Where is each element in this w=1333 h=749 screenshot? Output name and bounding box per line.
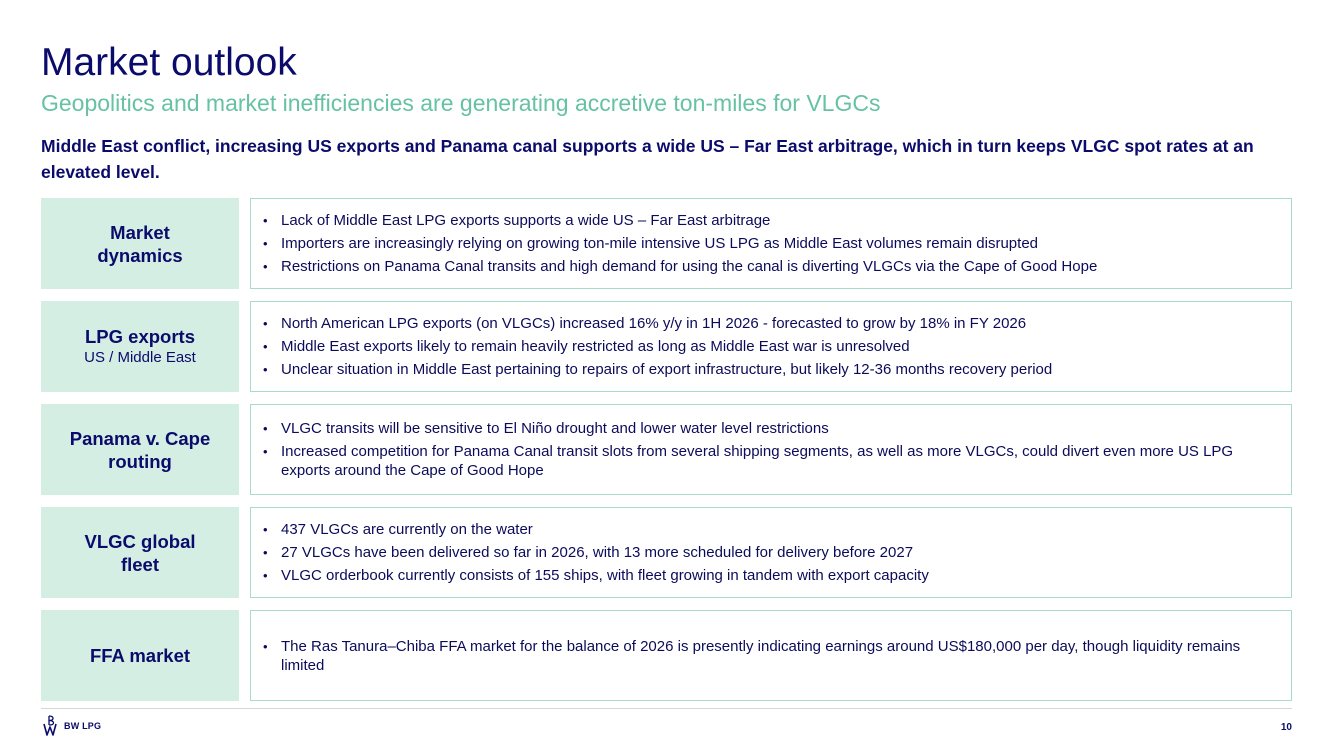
row-label-title: Market dynamics [97,221,183,266]
bullet-item: • Unclear situation in Middle East pertaining to repairs of export infrastructure, but likely 12-36 months recovery period [263,360,1275,379]
bullet-item: • Lack of Middle East LPG exports supports a wide US – Far East arbitrage [263,211,1275,230]
row-label [41,198,239,289]
row-label-title: FFA market [89,645,191,666]
outlook-row-ffa-market [41,610,1292,701]
outlook-row-lpg-exports [41,301,1292,392]
row-label [41,404,239,495]
bw-lpg-logo-icon [41,715,61,737]
bullet-item: • Increased competition for Panama Canal transit slots from several shipping segments, as well as more VLGCs, could divert even more US LPG exports around the Cape of Good Hope [263,442,1275,480]
page-title: Market outlook [41,41,297,84]
lead-statement: Middle East conflict, increasing US exports and Panama canal supports a wide US – Far East arbitrage, which in turn keeps VLGC spot rates at an elevated level. [41,136,1254,182]
bullet-item: • Middle East exports likely to remain heavily restricted as long as Middle East war is unresolved [263,337,1275,356]
logo-text: BW LPG [64,721,102,731]
bullet-item: • Restrictions on Panama Canal transits and high demand for using the canal is diverting VLGCs via the Cape of Good Hope [263,257,1275,276]
row-label-subtitle: US / Middle East [84,349,196,366]
outlook-row-vlgc-fleet [41,507,1292,598]
row-content [250,301,1292,392]
bullet-item: • North American LPG exports (on VLGCs) increased 16% y/y in 1H 2026 - forecasted to grow by 18% in FY 2026 [263,314,1275,333]
bullet-item: • Importers are increasingly relying on growing ton-mile intensive US LPG as Middle East volumes remain disrupted [263,234,1275,253]
bullet-list [263,310,1275,383]
footer-divider [41,708,1292,709]
bullet-list [263,516,1275,589]
page-subtitle: Geopolitics and market inefficiencies are generating accretive ton-miles for VLGCs [41,90,881,116]
row-label [41,301,239,392]
bullet-list [263,207,1275,280]
brand-logo [41,715,101,737]
outlook-row-panama-cape [41,404,1292,495]
bullet-item: • VLGC orderbook currently consists of 155 ships, with fleet growing in tandem with export capacity [263,566,1275,585]
bullet-list [263,415,1275,484]
row-label-title: Panama v. Cape routing [69,427,211,472]
row-label [41,507,239,598]
row-label [41,610,239,701]
row-content [250,610,1292,701]
row-label-title: VLGC global fleet [84,530,196,575]
row-content [250,404,1292,495]
bullet-item: • 27 VLGCs have been delivered so far in 2026, with 13 more scheduled for delivery before 2027 [263,543,1275,562]
row-content [250,198,1292,289]
outlook-row-market-dynamics [41,198,1292,289]
bullet-item: • 437 VLGCs are currently on the water [263,520,1275,539]
row-content [250,507,1292,598]
page-number: 10 [1280,722,1292,733]
bullet-item: • VLGC transits will be sensitive to El Niño drought and lower water level restrictions [263,419,1275,438]
bullet-item: • The Ras Tanura–Chiba FFA market for the balance of 2026 is presently indicating earnings around US$180,000 per day, though liquidity remains limited [263,637,1275,675]
bullet-list [263,633,1275,679]
row-label-title: LPG exports [85,326,195,347]
